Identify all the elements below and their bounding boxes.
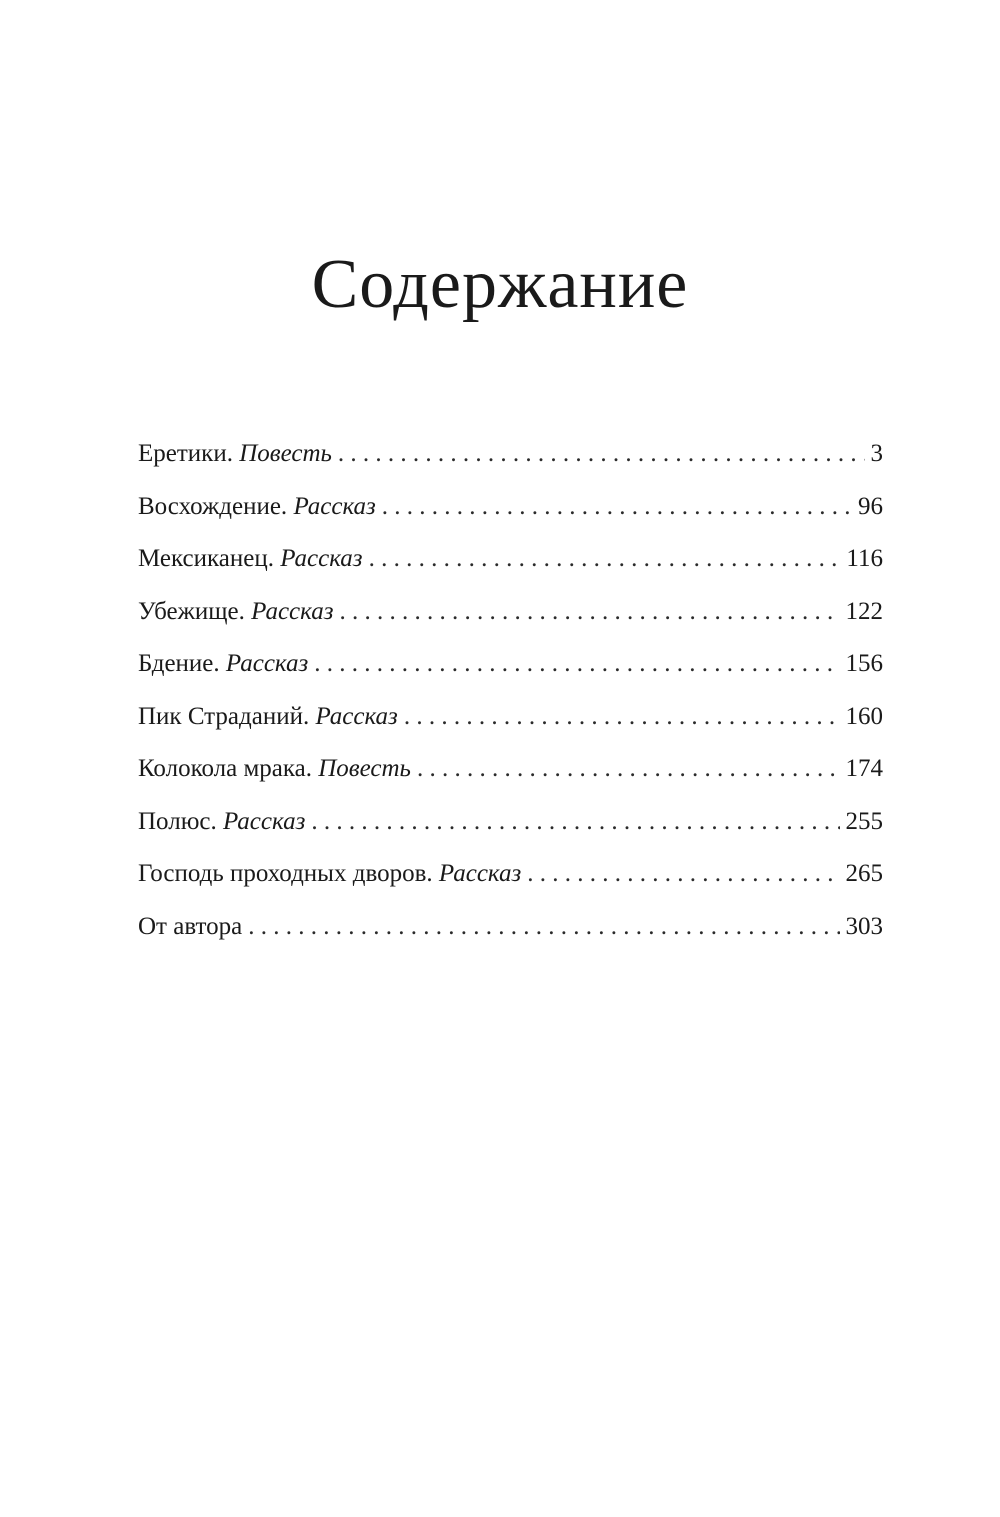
toc-entry[interactable] [138,903,883,956]
page-number: 3 [870,440,883,467]
dot-leader [339,588,839,636]
toc-entry[interactable] [138,430,883,483]
dot-leader [417,745,840,793]
toc-entry[interactable] [138,588,883,641]
page-number: 96 [858,492,883,520]
entry-genre: Рассказ [438,860,522,887]
toc-entry[interactable] [138,483,883,536]
page-number: 156 [845,650,883,677]
toc-entry[interactable] [138,850,883,903]
page-number: 174 [845,755,883,782]
page-number: 265 [845,860,883,887]
entry-title: Восхождение. [138,492,288,520]
toc-entry[interactable] [138,798,883,851]
entry-genre: Рассказ [251,597,334,625]
dot-leader [369,535,841,583]
dot-leader [338,430,865,478]
toc-entry[interactable] [138,693,883,746]
page-number: 122 [845,597,883,625]
toc-entry[interactable] [138,745,883,798]
entry-genre: Повесть [318,755,411,782]
entry-title: Мексиканец. [138,545,274,572]
page-number: 303 [845,912,883,940]
entry-title: Бдение. [138,650,220,677]
toc-entry[interactable] [138,535,883,588]
dot-leader [404,693,840,741]
entry-title: Пик Страданий. [138,702,310,730]
toc-entry[interactable] [138,640,883,693]
entry-genre: Рассказ [280,545,363,572]
entry-title: Убежище. [138,597,245,625]
entry-genre: Рассказ [222,807,306,835]
entry-genre: Рассказ [315,702,398,730]
entry-title: От автора [138,912,243,940]
dot-leader [382,483,852,531]
dot-leader [527,850,839,898]
table-of-contents [138,430,883,955]
dot-leader [248,903,839,951]
entry-title: Господь проходных дворов. [138,860,433,887]
page-number: 116 [846,545,883,572]
entry-genre: Рассказ [225,650,309,677]
page-number: 160 [845,702,883,730]
entry-title: Еретики. [138,440,233,467]
entry-genre: Повесть [239,440,332,467]
dot-leader [314,640,839,688]
entry-title: Полюс. [138,807,217,835]
dot-leader [311,798,839,846]
entry-title: Колокола мрака. [138,755,312,782]
page-title: Содержание [311,246,689,323]
entry-genre: Рассказ [293,492,376,520]
page-number: 255 [845,807,883,835]
